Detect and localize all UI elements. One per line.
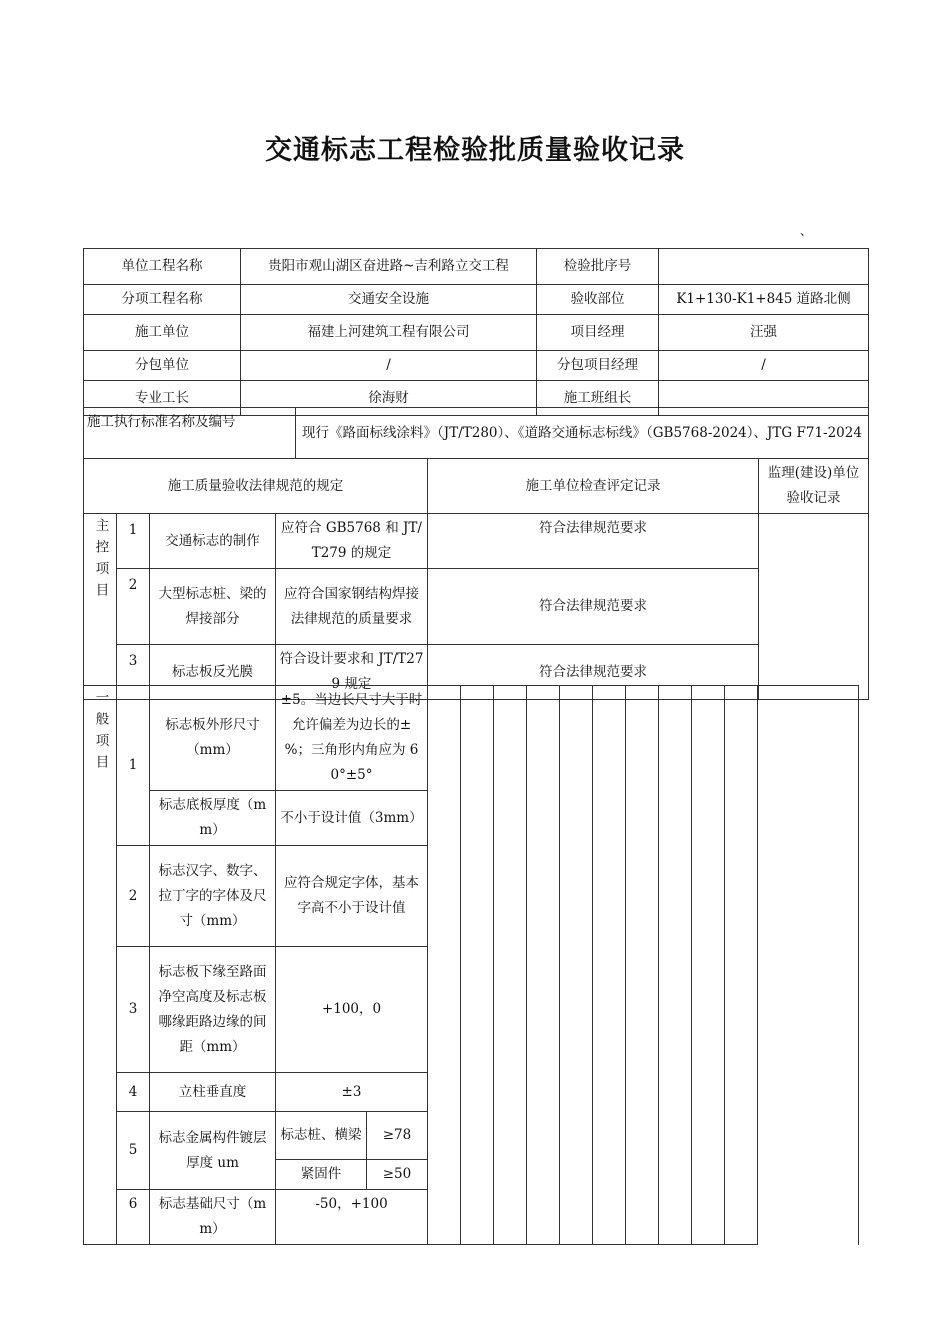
sub-project-value: 交通安全设施: [241, 285, 537, 315]
pm-label: 项目经理: [537, 315, 659, 351]
standard-label: 施工执行标准名称及编号: [84, 408, 296, 459]
spec-header: 施工质量验收法律规范的规定: [84, 459, 428, 514]
general-row-name: 标志基础尺寸（mm）: [150, 1190, 276, 1245]
supervisor-general-cell: [758, 686, 859, 1245]
general-row-name: 标志汉字、数字、拉丁字的字体及尺寸（mm）: [150, 846, 276, 947]
main-row-result: 符合法律规范要求: [428, 514, 759, 569]
page-title: 交通标志工程检验批质量验收记录: [265, 135, 685, 166]
sub-project-label: 分项工程名称: [84, 285, 241, 315]
pm-value: 汪强: [659, 315, 869, 351]
contractor-label: 施工单位: [84, 315, 241, 351]
main-row-no: 3: [117, 645, 150, 700]
main-items-group-label: 主控项目: [84, 514, 117, 700]
general-row-spec: ±3: [276, 1073, 428, 1112]
batch-no-label: 检验批序号: [537, 249, 659, 285]
foreman-label: 专业工长: [84, 381, 241, 416]
main-row-no: 2: [117, 569, 150, 645]
general-row-name: 立柱垂直度: [150, 1073, 276, 1112]
standard-table: [83, 407, 869, 459]
main-row-result: 符合法律规范要求: [428, 645, 759, 700]
general-row-spec: 不小于设计值（3mm）: [276, 791, 428, 846]
batch-no-value: [659, 249, 869, 285]
general-row-name: 标志金属构件镀层厚度 um: [150, 1112, 276, 1190]
main-row-spec: 应符合 GB5768 和 JT/T279 的规定: [276, 514, 428, 569]
general-row-spec: -50，+100: [276, 1190, 428, 1245]
coating-sub2-value: ≥50: [367, 1160, 428, 1190]
measure-cell: [725, 686, 758, 1245]
acceptance-part-label: 验收部位: [537, 285, 659, 315]
measure-cell: [461, 686, 494, 1245]
main-row-result: 符合法律规范要求: [428, 569, 759, 645]
measure-cell: [560, 686, 593, 1245]
main-items-table: [83, 458, 869, 700]
foreman-value: 徐海财: [241, 381, 537, 416]
general-row-spec: 应符合规定字体，基本字高不小于设计值: [276, 846, 428, 947]
corner-mark: 、: [800, 224, 813, 238]
general-row-name: 标志板下缘至路面净空高度及标志板哪缘距路边缘的间距（mm）: [150, 947, 276, 1073]
measure-cell: [659, 686, 692, 1245]
general-items-group-label: 一般项目: [84, 686, 117, 1245]
measure-cell: [593, 686, 626, 1245]
general-items-table: [83, 685, 859, 1245]
general-row-no: 5: [117, 1112, 150, 1190]
general-row-spec: ±5。当边长尺寸大于时允许偏差为边长的±%；三角形内角应为 60°±5°: [276, 686, 428, 791]
standard-value: 现行《路面标线涂料》（JT/T280）、《道路交通标志标线》（GB5768-2024）、JTG F71-2024: [296, 408, 869, 459]
coating-sub1-label: 标志桩、横梁: [276, 1112, 367, 1160]
subcontractor-label: 分包单位: [84, 351, 241, 381]
main-row-name: 大型标志桩、梁的焊接部分: [150, 569, 276, 645]
general-row-spec: +100，0: [276, 947, 428, 1073]
general-row-name: 标志底板厚度（mm）: [150, 791, 276, 846]
acceptance-part-value: K1+130-K1+845 道路北侧: [659, 285, 869, 315]
general-row-no: 4: [117, 1073, 150, 1112]
measure-cell: [692, 686, 725, 1245]
unit-project-value: 贵阳市观山湖区奋进路~吉利路立交工程: [241, 249, 537, 285]
team-leader-label: 施工班组长: [537, 381, 659, 416]
supervisor-cell: [759, 514, 869, 700]
general-row-no: 1: [117, 686, 150, 846]
main-row-no: 1: [117, 514, 150, 569]
coating-sub2-label: 紧固件: [276, 1160, 367, 1190]
unit-project-label: 单位工程名称: [84, 249, 241, 285]
subcontractor-value: /: [241, 351, 537, 381]
general-row-no: 2: [117, 846, 150, 947]
sub-pm-value: /: [659, 351, 869, 381]
check-header: 施工单位检查评定记录: [428, 459, 759, 514]
measure-cell: [494, 686, 527, 1245]
contractor-value: 福建上河建筑工程有限公司: [241, 315, 537, 351]
measure-cell: [527, 686, 560, 1245]
main-row-name: 标志板反光膜: [150, 645, 276, 700]
general-row-no: 3: [117, 947, 150, 1073]
supervisor-header: 监理(建设)单位验收记录: [759, 459, 869, 514]
general-row-name: 标志板外形尺寸（mm）: [150, 686, 276, 791]
coating-sub1-value: ≥78: [367, 1112, 428, 1160]
main-row-spec: 应符合国家钢结构焊接法律规范的质量要求: [276, 569, 428, 645]
main-row-spec: 符合设计要求和 JT/T279 规定: [276, 645, 428, 700]
measure-cell: [428, 686, 461, 1245]
header-table: [83, 248, 869, 416]
general-row-no: 6: [117, 1190, 150, 1245]
measure-cell: [626, 686, 659, 1245]
sub-pm-label: 分包项目经理: [537, 351, 659, 381]
main-row-name: 交通标志的制作: [150, 514, 276, 569]
